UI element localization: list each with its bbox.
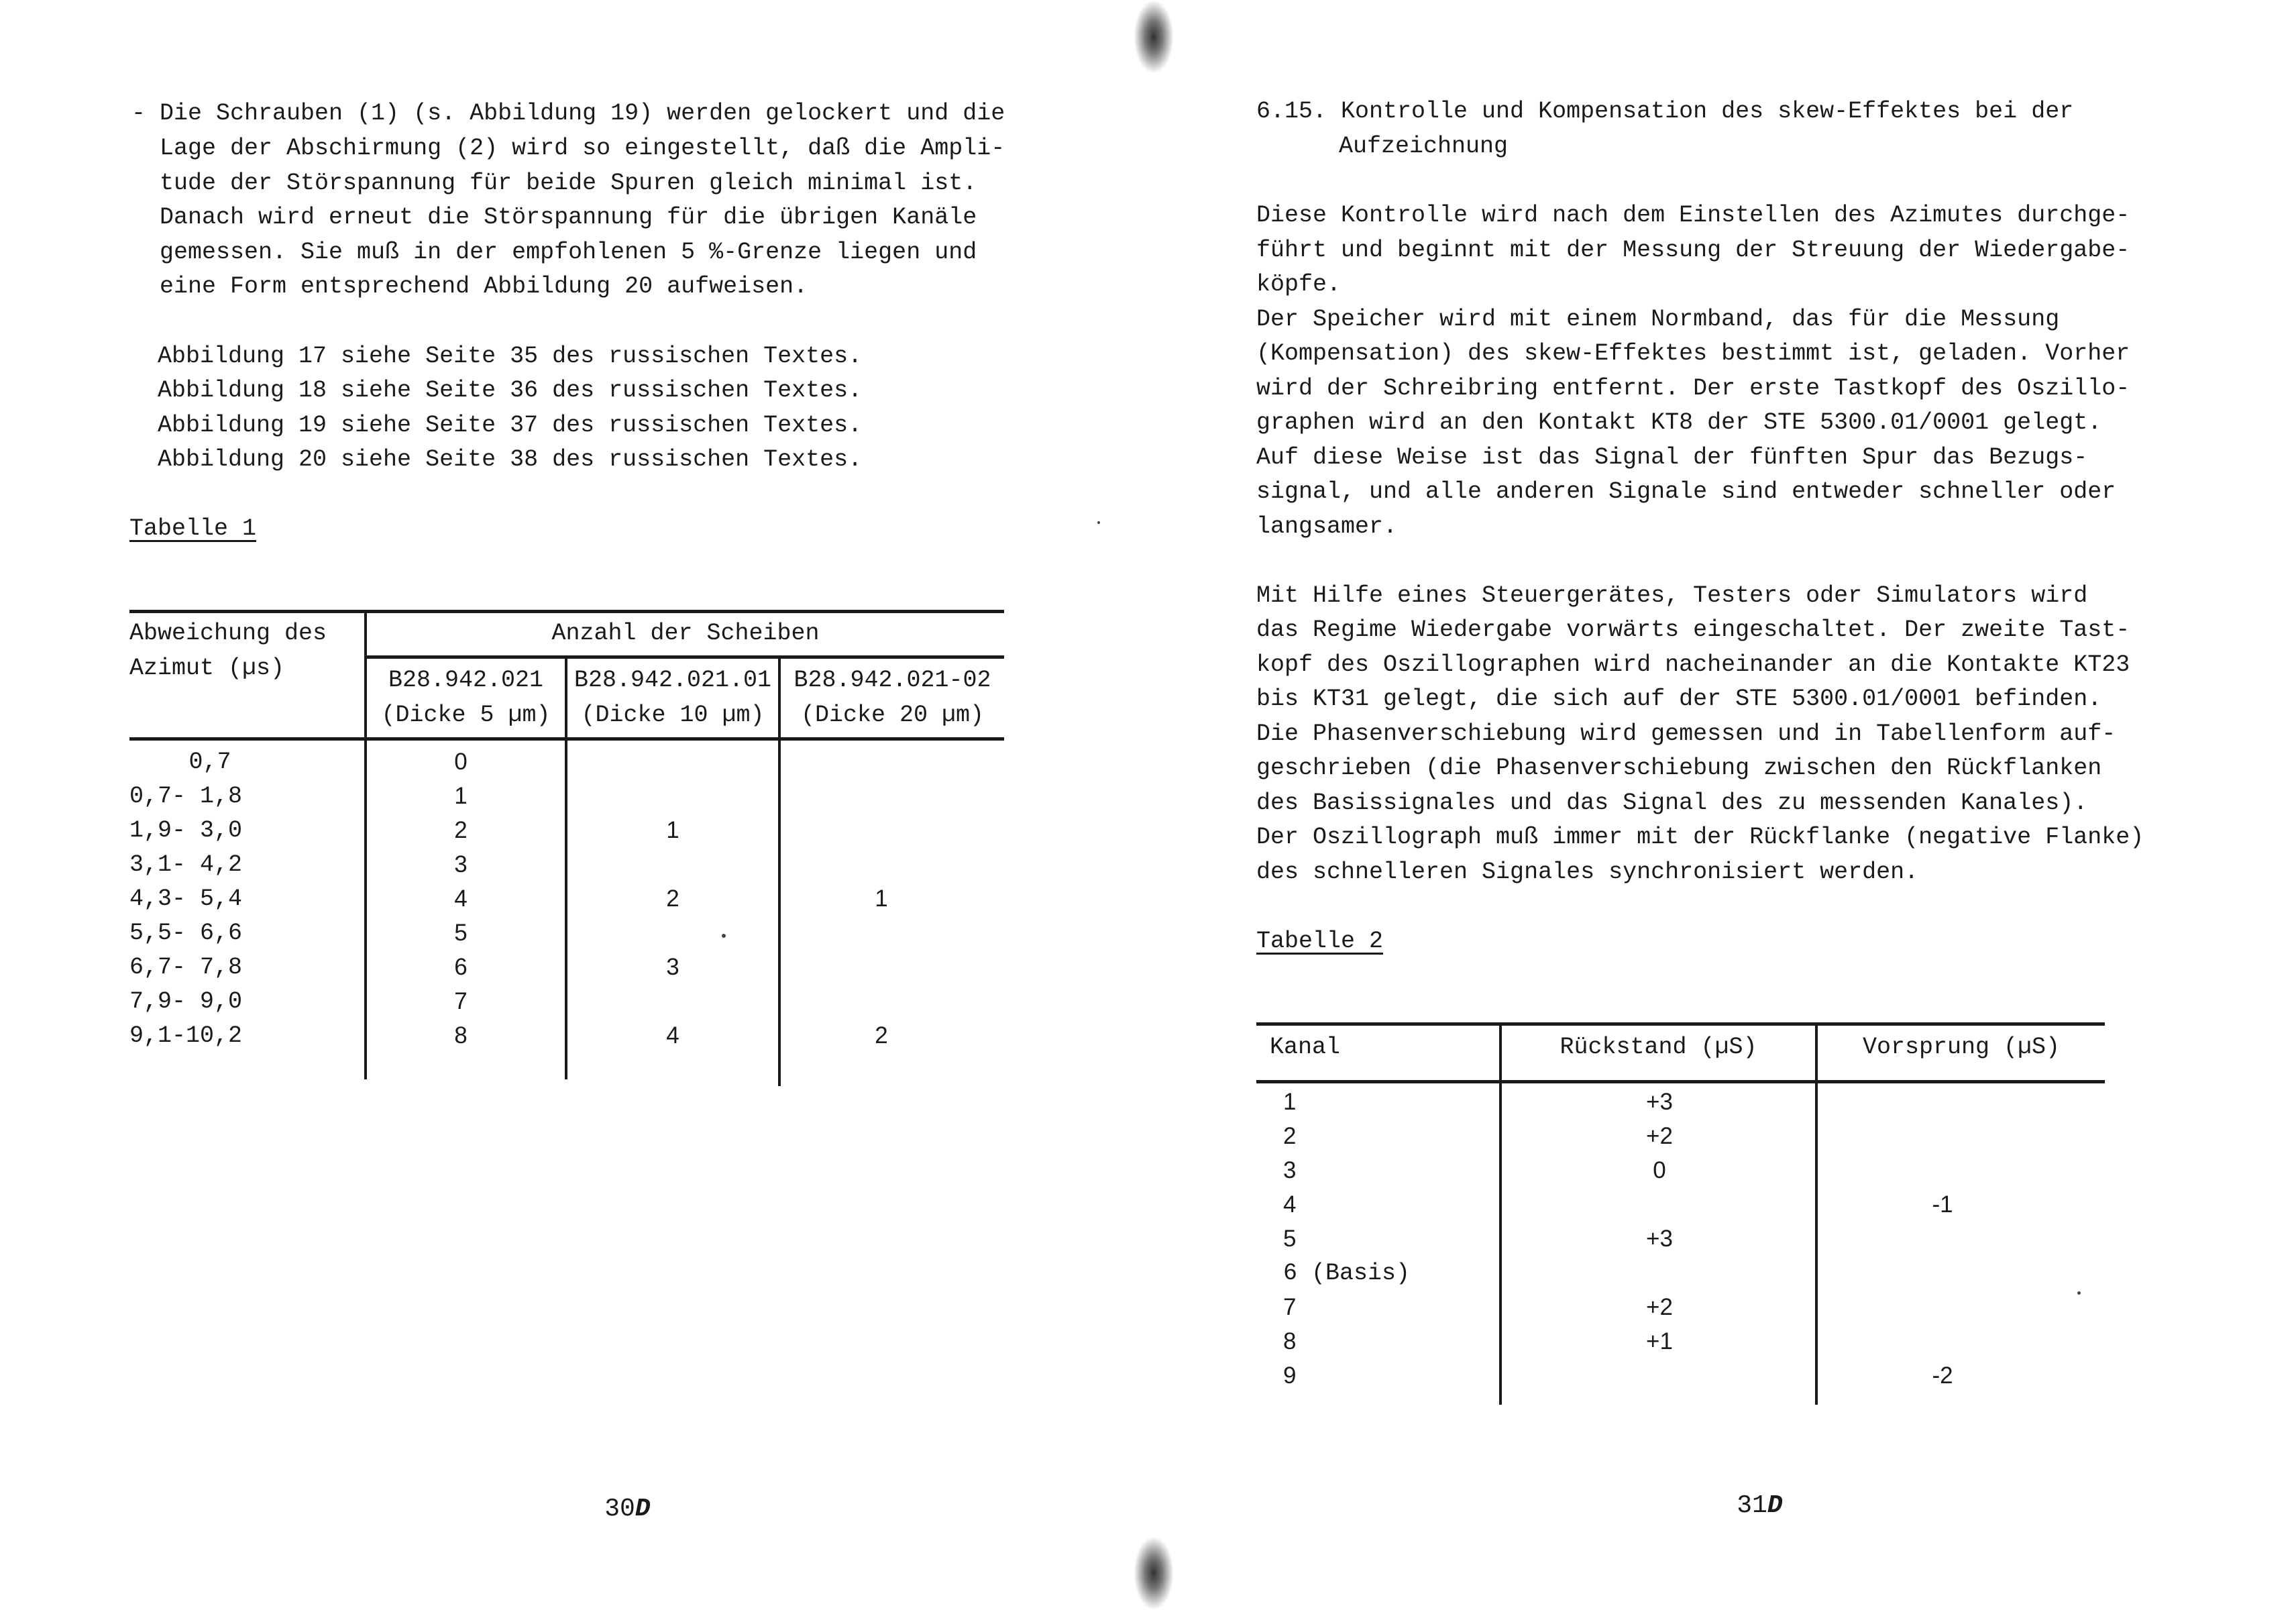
table1-subheader-dicke: (Dicke 5 µm) (381, 702, 551, 729)
paragraph-line: Auf diese Weise ist das Signal der fünften Spur das Bezugs- (1256, 444, 2088, 471)
paragraph-line: kopf des Oszillographen wird nacheinander an die Kontakte KT23 (1256, 651, 2130, 678)
table1-cell: 1 (454, 783, 468, 809)
table1-group-header: Anzahl der Scheiben (551, 620, 820, 647)
table1-cell-deviation: 0,7- 1,8 (129, 783, 243, 810)
page-number (543, 1466, 651, 1552)
paragraph-line: (Kompensation) des skew-Effektes bestimmt ist, geladen. Vorher (1256, 340, 2130, 367)
table2-top-rule (1256, 1022, 2105, 1026)
table1-cell-deviation: 5,5- 6,6 (129, 920, 243, 947)
page-number-digits: 31 (1737, 1491, 1767, 1520)
table1-subheader-dicke: (Dicke 20 µm) (800, 702, 985, 729)
table1-caption: Tabelle 1 (129, 515, 257, 542)
table1-cell: 0 (454, 749, 468, 775)
table2-cell-rueckstand: +2 (1646, 1123, 1673, 1149)
table2-cell-kanal: 8 (1283, 1328, 1297, 1354)
speck (722, 934, 726, 938)
left-paragraph-line: tude der Störspannung für beide Spuren gleich minimal ist. (131, 170, 977, 197)
paragraph-line: Der Oszillograph muß immer mit der Rückflanke (negative Flanke) (1256, 824, 2144, 851)
table1-cell-deviation: 0,7 (188, 749, 231, 775)
table1-subheader-code: B28.942.021.01 (573, 667, 772, 694)
table1-cell: 3 (454, 851, 468, 877)
speck (1097, 521, 1100, 524)
table1-cell: 2 (666, 885, 679, 912)
right-page (1148, 0, 2296, 1608)
paragraph-line: Die Phasenverschiebung wird gemessen und in Tabellenform auf- (1256, 720, 2116, 747)
table2-caption: Tabelle 2 (1256, 928, 1384, 955)
table1-cell: 1 (666, 817, 679, 843)
left-paragraph-line: - Die Schrauben (1) (s. Abbildung 19) werden gelockert und die (131, 100, 1005, 127)
table1-cell: 2 (454, 817, 468, 843)
table1-cell-deviation: 9,1-10,2 (129, 1022, 243, 1049)
table1-cell-deviation: 1,9- 3,0 (129, 817, 243, 844)
left-paragraph-line: eine Form entsprechend Abbildung 20 aufweisen. (131, 273, 808, 300)
paragraph-line: des Basissignales und das Signal des zu messenden Kanales). (1256, 790, 2088, 816)
paragraph-line: Der Speicher wird mit einem Normband, das für die Messung (1256, 306, 2060, 333)
table1-subheader-dicke: (Dicke 10 µm) (581, 702, 765, 729)
paragraph-line: Diese Kontrolle wird nach dem Einstellen des Azimutes durchge- (1256, 202, 2130, 229)
table1-cell-deviation: 6,7- 7,8 (129, 954, 243, 981)
paragraph-line: geschrieben (die Phasenverschiebung zwischen den Rückflanken (1256, 755, 2102, 782)
speck (2077, 1291, 2081, 1295)
table1-cell: 4 (454, 885, 468, 912)
table1-subheader-code: B28.942.021-02 (794, 667, 991, 694)
page-number (1676, 1462, 1783, 1549)
table1-subheader-code: B28.942.021 (388, 667, 544, 694)
section-heading-continued: Aufzeichnung (1339, 133, 1509, 160)
table2-cell-kanal: 2 (1283, 1123, 1297, 1149)
page-number-suffix: D (635, 1495, 651, 1523)
table1-col0-header: Azimut (µs) (129, 655, 285, 682)
table2-cell-vorsprung: -1 (1932, 1191, 1953, 1218)
left-page (0, 0, 1148, 1608)
paragraph-line: signal, und alle anderen Signale sind entweder schneller oder (1256, 478, 2116, 505)
page-number-suffix: D (1767, 1491, 1783, 1520)
table2-cell-kanal: 9 (1283, 1362, 1297, 1389)
left-paragraph-line: Lage der Abschirmung (2) wird so eingestellt, daß die Ampli- (131, 135, 1005, 162)
table1-cell: 1 (875, 885, 888, 912)
section-heading: 6.15. Kontrolle und Kompensation des skew-Effektes bei der (1256, 98, 2074, 125)
table2-cell-rueckstand: 0 (1653, 1157, 1666, 1183)
table2-header-rueckstand: Rückstand (µS) (1560, 1034, 1757, 1061)
page-number-digits: 30 (604, 1495, 635, 1523)
paragraph-line: führt und beginnt mit der Messung der Streuung der Wiedergabe- (1256, 237, 2130, 264)
figure-reference: Abbildung 18 siehe Seite 36 des russischen Textes. (158, 377, 863, 404)
paragraph-line: bis KT31 gelegt, die sich auf der STE 5300.01/0001 befinden. (1256, 686, 2102, 712)
paragraph-line: köpfe. (1256, 271, 1342, 298)
table2-cell-kanal: 7 (1283, 1294, 1297, 1320)
table2-header-rule (1256, 1080, 2105, 1083)
table1-top-rule (129, 610, 1004, 613)
table1-group-rule (366, 655, 1004, 659)
table2-cell-vorsprung: -2 (1932, 1362, 1953, 1389)
table2-cell-kanal: 5 (1283, 1226, 1297, 1252)
figure-reference: Abbildung 17 siehe Seite 35 des russischen Textes. (158, 343, 863, 370)
figure-reference: Abbildung 19 siehe Seite 37 des russischen Textes. (158, 412, 863, 439)
left-paragraph-line: Danach wird erneut die Störspannung für die übrigen Kanäle (131, 204, 977, 231)
table2-cell-kanal: 3 (1283, 1157, 1297, 1183)
table1-cell: 2 (875, 1022, 888, 1049)
table1-cell-deviation: 4,3- 5,4 (129, 885, 243, 912)
table1-cell: 5 (454, 920, 468, 946)
table1-cell: 7 (454, 988, 468, 1014)
paragraph-line: wird der Schreibring entfernt. Der erste Tastkopf des Oszillo- (1256, 375, 2130, 402)
table1-cell-deviation: 3,1- 4,2 (129, 851, 243, 878)
figure-reference: Abbildung 20 siehe Seite 38 des russischen Textes. (158, 446, 863, 473)
table2-cell-rueckstand: +3 (1646, 1089, 1673, 1115)
table2-cell-rueckstand: +2 (1646, 1294, 1673, 1320)
table1-cell: 8 (454, 1022, 468, 1049)
table1-cell: 6 (454, 954, 468, 980)
table1-col0-header: Abweichung des (129, 620, 327, 647)
table2-cell-rueckstand: +1 (1646, 1328, 1673, 1354)
table2-cell-kanal: 1 (1283, 1089, 1297, 1115)
table2-cell-kanal: 4 (1283, 1191, 1297, 1218)
paragraph-line: graphen wird an den Kontakt KT8 der STE 5300.01/0001 gelegt. (1256, 409, 2102, 436)
paragraph-line: Mit Hilfe eines Steuergerätes, Testers oder Simulators wird (1256, 582, 2088, 609)
paragraph-line: langsamer. (1256, 513, 1398, 540)
table2-cell-rueckstand: +3 (1646, 1226, 1673, 1252)
paragraph-line: des schnelleren Signales synchronisiert werden. (1256, 859, 1919, 885)
table1-cell: 3 (666, 954, 679, 980)
left-paragraph-line: gemessen. Sie muß in der empfohlenen 5 %-Grenze liegen und (131, 239, 977, 266)
paragraph-line: das Regime Wiedergabe vorwärts eingeschaltet. Der zweite Tast- (1256, 616, 2130, 643)
table1-cell: 4 (666, 1022, 679, 1049)
table2-cell-kanal: 6 (Basis) (1283, 1260, 1411, 1287)
table1-cell-deviation: 7,9- 9,0 (129, 988, 243, 1015)
table2-header-kanal: Kanal (1270, 1034, 1341, 1061)
table2-header-vorsprung: Vorsprung (µS) (1862, 1034, 2061, 1061)
